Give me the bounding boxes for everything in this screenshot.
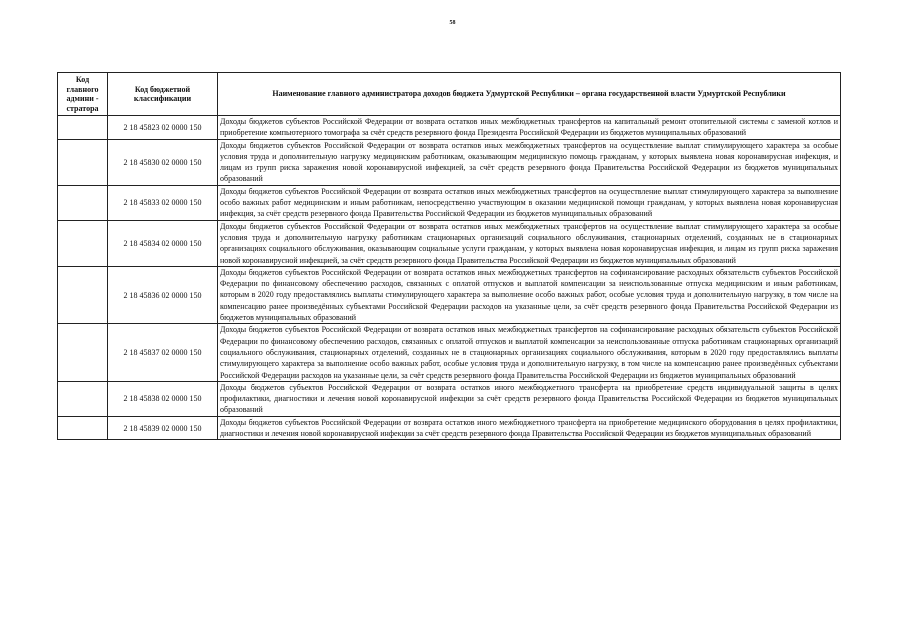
admin-code-cell	[58, 266, 108, 323]
description-cell: Доходы бюджетов субъектов Российской Федерации от возврата остатков иных межбюджетных трансфертов на осуществление выплат стимулирующего характера за особые условия труда и дополнительную нагрузку медицинским работникам, оказывающим медицинскую помощь гражданам, у которых выявлена новая коронавирусная инфекция, и лицам из групп риска заражения новой коронавирусной инфекцией, за счёт средств резервного фонда Правительства Российской Федерации из бюджетов муниципальных образований	[218, 139, 841, 185]
header-admin-code: Код главного админи - стратора	[58, 73, 108, 116]
description-cell: Доходы бюджетов субъектов Российской Федерации от возврата остатков иных межбюджетных трансфертов на осуществление выплат стимулирующего характера за выполнение особо важных работ медицинским и иным работникам, непосредственно участвующим в оказании медицинской помощи гражданам, у которых выявлена новая коронавирусная инфекция, за счёт средств резервного фонда Правительства Российской Федерации из бюджетов муниципальных образований	[218, 185, 841, 220]
budget-code-cell: 2 18 45836 02 0000 150	[108, 266, 218, 323]
admin-code-cell	[58, 220, 108, 266]
table-row	[58, 185, 841, 220]
table-row	[58, 220, 841, 266]
description-cell: Доходы бюджетов субъектов Российской Федерации от возврата остатков иного межбюджетного трансферта на приобретение средств индивидуальной защиты в целях профилактики, диагностики и лечения новой коронавирусной инфекции за счёт средств резервного фонда Правительства Российской Федерации из бюджетов муниципальных образований	[218, 381, 841, 416]
description-cell: Доходы бюджетов субъектов Российской Федерации от возврата остатков иных межбюджетных трансфертов на софинансирование расходных обязательств субъектов Российской Федерации по финансовому обеспечению расходов, связанных с оплатой отпусков и выплатой компенсации за неиспользованные отпуска медицинским и иным работникам, которым в 2020 году предоставлялись выплаты стимулирующего характера за выполнение особо важных работ, особые условия труда и дополнительную нагрузку, в том числе на компенсацию ранее произведённых субъектами Российской Федерации расходов на указанные цели, за счёт средств резервного фонда Правительства Российской Федерации из бюджетов муниципальных образований	[218, 266, 841, 323]
header-name: Наименование главного администратора доходов бюджета Удмуртской Республики – органа государственной власти Удмуртской Республики	[218, 73, 841, 116]
budget-code-cell: 2 18 45833 02 0000 150	[108, 185, 218, 220]
description-cell: Доходы бюджетов субъектов Российской Федерации от возврата остатков иных межбюджетных трансфертов на софинансирование расходных обязательств субъектов Российской Федерации по финансовому обеспечению расходов, связанных с оплатой отпусков и выплатой компенсации за неиспользованные отпуска работникам стационарных организаций социального обслуживания, стационарных отделений, созданных не в стационарных организациях социального обслуживания, которым в 2020 году предоставлялись выплаты стимулирующего характера за выполнение особо важных работ, особые условия труда и дополнительную нагрузку, в том числе на компенсацию ранее произведённых субъектами Российской Федерации расходов на указанные цели, за счёт средств резервного фонда Правительства Российской Федерации из бюджетов муниципальных образований	[218, 324, 841, 381]
budget-code-cell: 2 18 45830 02 0000 150	[108, 139, 218, 185]
admin-code-cell	[58, 324, 108, 381]
description-cell: Доходы бюджетов субъектов Российской Федерации от возврата остатков иных межбюджетных трансфертов на капитальный ремонт отопительной системы с заменой котлов и приобретение компьютерного томографа за счёт средств резервного фонда Президента Российской Федерации из бюджетов муниципальных образований	[218, 116, 841, 140]
budget-code-cell: 2 18 45837 02 0000 150	[108, 324, 218, 381]
budget-code-cell: 2 18 45839 02 0000 150	[108, 416, 218, 440]
admin-code-cell	[58, 416, 108, 440]
admin-code-cell	[58, 381, 108, 416]
description-cell: Доходы бюджетов субъектов Российской Федерации от возврата остатков иных межбюджетных трансфертов на осуществление выплат стимулирующего характера за особые условия труда и дополнительную нагрузку работникам стационарных организаций социального обслуживания, стационарных отделений, созданных не в стационарных организациях социального обслуживания, оказывающим социальные услуги гражданам, у которых выявлена новая коронавирусная инфекция, и лицам из групп риска заражения новой коронавирусной инфекцией, за счёт средств резервного фонда Правительства Российской Федерации из бюджетов муниципальных образований	[218, 220, 841, 266]
table-row	[58, 266, 841, 323]
table-row	[58, 381, 841, 416]
table-row	[58, 116, 841, 140]
admin-code-cell	[58, 139, 108, 185]
description-cell: Доходы бюджетов субъектов Российской Федерации от возврата остатков иного межбюджетного трансферта на приобретение медицинского оборудования в целях профилактики, диагностики и лечения новой коронавирусной инфекции за счёт средств резервного фонда Правительства Российской Федерации из бюджетов муниципальных образований	[218, 416, 841, 440]
budget-code-cell: 2 18 45834 02 0000 150	[108, 220, 218, 266]
header-budget-code: Код бюджетной классификации	[108, 73, 218, 116]
budget-code-cell: 2 18 45823 02 0000 150	[108, 116, 218, 140]
budget-code-cell: 2 18 45838 02 0000 150	[108, 381, 218, 416]
admin-code-cell	[58, 116, 108, 140]
admin-code-cell	[58, 185, 108, 220]
table-row	[58, 324, 841, 381]
table-header-row	[58, 73, 841, 116]
table-row	[58, 139, 841, 185]
table-row	[58, 416, 841, 440]
revenue-table	[57, 72, 841, 440]
page-number: 58	[449, 20, 456, 26]
